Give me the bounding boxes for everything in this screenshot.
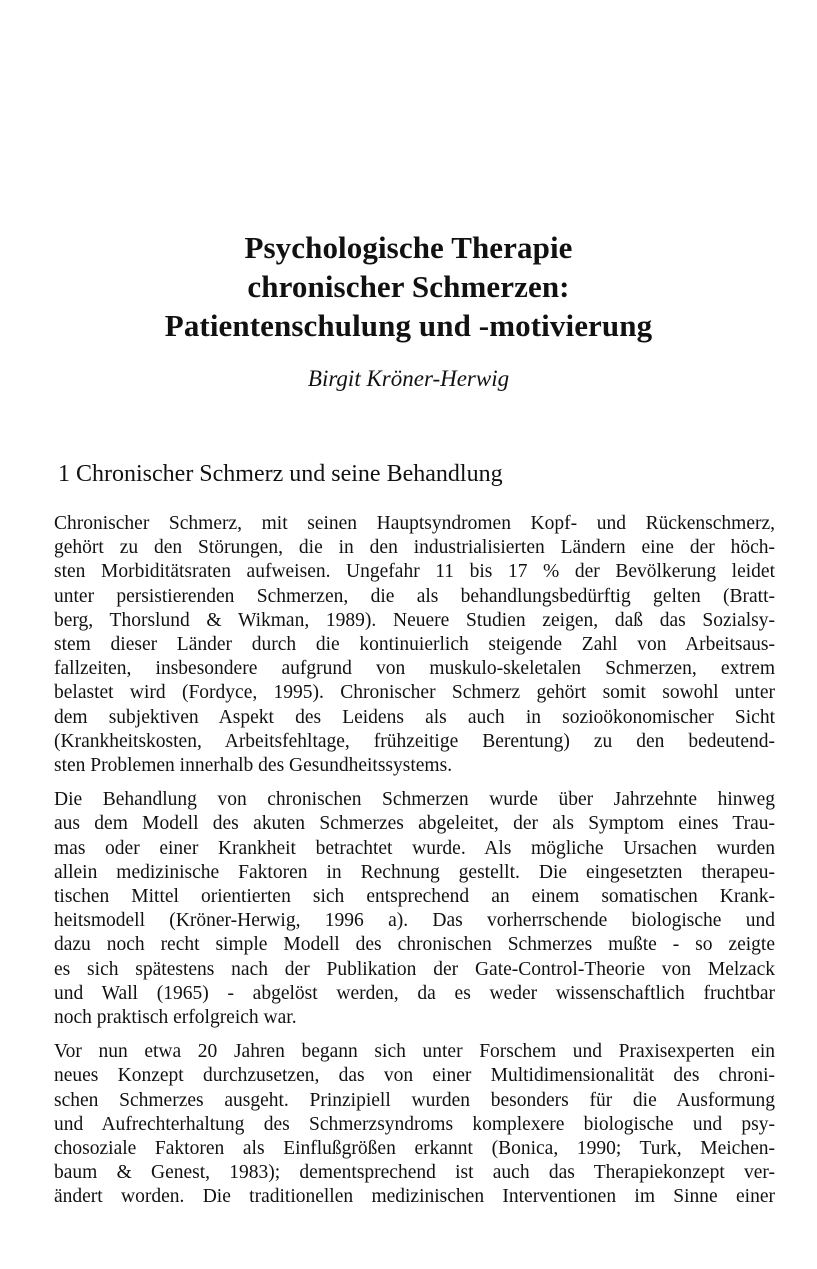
text-line: Vor nun etwa 20 Jahren begann sich unter Forschem und Praxisexperten ein [54,1041,775,1063]
body-text [54,512,775,1220]
section-heading: 1 Chronischer Schmerz und seine Behandlung [58,461,503,487]
text-line: mas oder einer Krankheit betrachtet wurde. Als mögliche Ursachen wurden [54,837,775,859]
text-line: belastet wird (Fordyce, 1995). Chronischer Schmerz gehört somit sowohl unter [54,682,775,704]
text-line: tischen Mittel orientierten sich entsprechend an einem somatischen Krank- [54,886,775,908]
paragraph-2 [54,788,775,1030]
text-line: baum & Genest, 1983); dementsprechend ist auch das Therapiekonzept ver- [54,1162,775,1184]
text-line: stem dieser Länder durch die kontinuierlich steigende Zahl von Arbeitsaus- [54,634,775,656]
paragraph-3 [54,1040,775,1209]
text-line: ändert worden. Die traditionellen medizinischen Interventionen im Sinne einer [54,1186,775,1208]
title-line-3: Patientenschulung und -motivierung [164,308,653,343]
text-line: sten Morbiditätsraten aufweisen. Ungefahr 11 bis 17 % der Bevölkerung leidet [54,561,775,583]
text-line: unter persistierenden Schmerzen, die als behandlungsbedürftig gelten (Bratt- [54,585,775,607]
text-line: sten Problemen innerhalb des Gesundheitssystems. [54,755,453,777]
text-line: noch praktisch erfolgreich war. [54,1007,297,1029]
text-line: und Aufrechterhaltung des Schmerzsyndroms komplexere biologische und psy- [54,1113,775,1135]
text-line: neues Konzept durchzusetzen, das von einer Multidimensionalität des chroni- [54,1065,775,1087]
author-name: Birgit Kröner-Herwig [307,366,510,391]
title-line-2: chronischer Schmerzen: [247,269,570,304]
text-line: schen Schmerzes ausgeht. Prinzipiell wurden besonders für die Ausformung [54,1089,775,1111]
text-line: es sich spätestens nach der Publikation der Gate-Control-Theorie von Melzack [54,958,775,980]
text-line: allein medizinische Faktoren in Rechnung gestellt. Die eingesetzten therapeu- [54,861,775,883]
text-line: Die Behandlung von chronischen Schmerzen wurde über Jahrzehnte hinweg [54,789,775,811]
text-line: (Krankheitskosten, Arbeitsfehltage, frühzeitige Berentung) zu den bedeutend- [54,730,775,752]
text-line: aus dem Modell des akuten Schmerzes abgeleitet, der als Symptom eines Trau- [54,813,775,835]
text-line: und Wall (1965) - abgelöst werden, da es weder wissenschaftlich fruchtbar [54,982,775,1004]
text-line: fallzeiten, insbesondere aufgrund von muskulo-skeletalen Schmerzen, extrem [54,658,775,680]
text-line: dazu noch recht simple Modell des chronischen Schmerzes mußte - so zeigte [54,934,775,956]
title-line-1: Psychologische Therapie [244,230,573,265]
paper-title [0,228,817,345]
text-line: gehört zu den Störungen, die in den industrialisierten Ländern eine der höch- [54,537,775,559]
text-line: Chronischer Schmerz, mit seinen Hauptsyndromen Kopf- und Rückenschmerz, [54,513,775,534]
paragraph-1 [54,512,775,778]
text-line: berg, Thorslund & Wikman, 1989). Neuere Studien zeigen, daß das Sozialsy- [54,609,775,631]
text-line: chosoziale Faktoren als Einflußgrößen erkannt (Bonica, 1990; Turk, Meichen- [54,1138,775,1160]
text-line: dem subjektiven Aspekt des Leidens als auch in sozioökonomischer Sicht [54,706,775,728]
text-line: heitsmodell (Kröner-Herwig, 1996 a). Das vorherrschende biologische und [54,910,775,932]
